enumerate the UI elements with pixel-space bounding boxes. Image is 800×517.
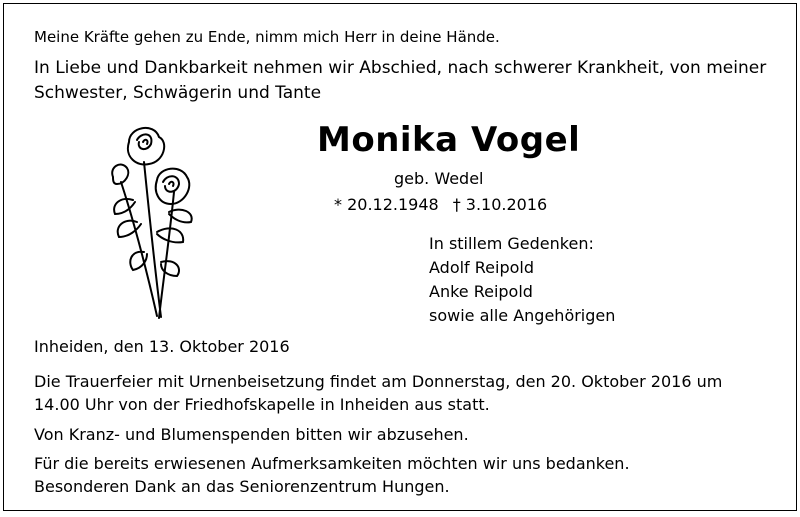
place-date: Inheiden, den 13. Oktober 2016 — [34, 337, 290, 356]
obituary-card — [3, 3, 797, 511]
thanks-line-1: Für die bereits erwiesenen Aufmerksamkeiten möchten wir uns bedanken. — [34, 454, 630, 473]
death-date: † 3.10.2016 — [452, 195, 548, 214]
mourner-name: Adolf Reipold — [429, 258, 535, 277]
thanks-text — [34, 452, 774, 498]
birth-date: * 20.12.1948 — [334, 195, 439, 214]
mourners-block — [429, 232, 615, 328]
mourner-name: Anke Reipold — [429, 282, 533, 301]
mourner-name: sowie alle Angehörigen — [429, 306, 616, 325]
thanks-line-2: Besonderen Dank an das Seniorenzentrum Hungen. — [34, 477, 450, 496]
life-dates — [334, 195, 547, 214]
funeral-info — [34, 370, 774, 416]
rose-icon — [99, 122, 209, 322]
intro-line-1: In Liebe und Dankbarkeit nehmen wir Abschied, nach schwerer Krankheit, von meiner — [34, 58, 767, 78]
funeral-line-1: Die Trauerfeier mit Urnenbeisetzung findet am Donnerstag, den 20. Oktober 2016 um — [34, 372, 723, 391]
birth-name: geb. Wedel — [394, 169, 484, 188]
deceased-name: Monika Vogel — [317, 120, 581, 160]
funeral-line-2: 14.00 Uhr von der Friedhofskapelle in Inheiden aus statt. — [34, 395, 490, 414]
intro-line-2: Schwester, Schwägerin und Tante — [34, 83, 322, 103]
flowers-note: Von Kranz- und Blumenspenden bitten wir abzusehen. — [34, 425, 469, 444]
mourners-heading: In stillem Gedenken: — [429, 234, 594, 253]
motto-text: Meine Kräfte gehen zu Ende, nimm mich Herr in deine Hände. — [34, 28, 500, 46]
intro-text — [34, 56, 774, 106]
